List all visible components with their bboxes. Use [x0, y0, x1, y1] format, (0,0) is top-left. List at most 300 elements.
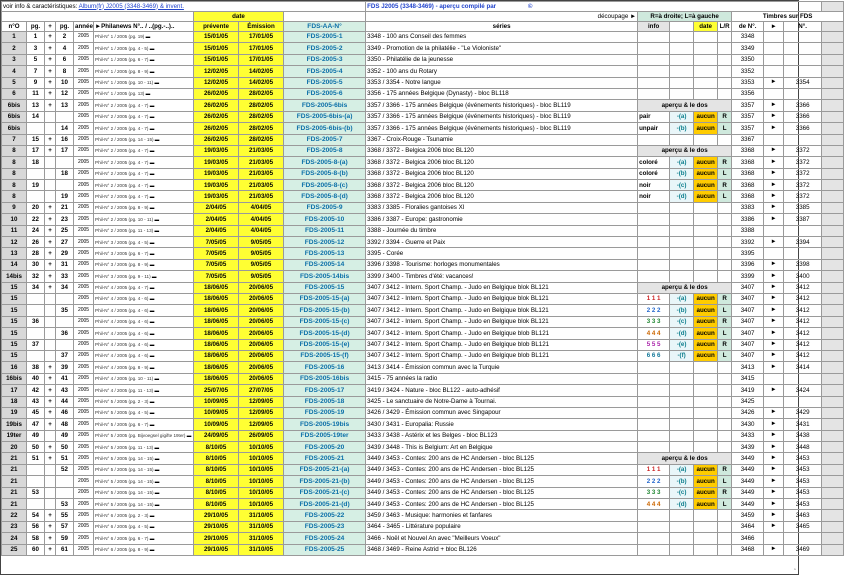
row-variant-code — [670, 533, 694, 544]
row-fds-code[interactable]: FDS-2005-19ter — [284, 430, 366, 441]
row-page2: 25 — [56, 225, 74, 236]
table-row — [2, 180, 844, 191]
row-fds-code[interactable]: FDS-2005-8 — [284, 145, 366, 156]
row-fds-code[interactable]: FDS-2005-12 — [284, 237, 366, 248]
philanews-ref[interactable]: Phil-N° 3 / 2005 (pg. 8 - 9) — [95, 262, 149, 268]
row-prevente: 26/02/05 — [194, 134, 239, 145]
row-date-status — [694, 202, 718, 213]
row-fds-code[interactable]: FDS-2005-1 — [284, 32, 366, 43]
apercu-dos-link[interactable]: aperçu & le dos — [638, 100, 732, 111]
row-year: 2005 — [74, 145, 94, 156]
row-stamp-from: 3468 — [732, 544, 764, 555]
philanews-ref[interactable]: Phil-N° 6 / 2005 (pg. 8 - 9) — [95, 547, 149, 553]
row-arrow-icon: ► — [764, 77, 784, 88]
row-arrow-icon: ► — [764, 214, 784, 225]
row-year: 2005 — [74, 316, 94, 327]
row-page — [27, 464, 45, 475]
philanews-ref[interactable]: Phil-N° 5 / 2005 (pg. 11 - 13) — [95, 444, 154, 450]
row-fds-code[interactable]: FDS-2005-4 — [284, 66, 366, 77]
dash-arrow-icon: ▬ — [148, 410, 155, 416]
philanews-ref[interactable]: Phil-N° 5 / 2005 (pg. 14 - 15) — [95, 467, 154, 473]
row-fds-code[interactable]: FDS-2005-24 — [284, 533, 366, 544]
row-side — [718, 407, 732, 418]
row-fds-code[interactable]: FDS-2005-17 — [284, 385, 366, 396]
dash-arrow-icon: ▬ — [148, 421, 155, 427]
row-stamp-to — [784, 533, 822, 544]
row-series: 3353 / 3354 - Notre langue — [366, 77, 638, 88]
row-page2: 21 — [56, 202, 74, 213]
row-side — [718, 237, 732, 248]
philanews-ref[interactable]: Phil-N° 4 / 2005 (pg. 4 - 7) — [95, 285, 149, 291]
row-series: 3468 / 3469 - Reine Astrid + bloc BL126 — [366, 544, 638, 555]
row-page: 43 — [27, 396, 45, 407]
row-philanews — [94, 77, 194, 88]
row-page2: 52 — [56, 464, 74, 475]
row-prevente: 26/02/05 — [194, 100, 239, 111]
row-year: 2005 — [74, 271, 94, 282]
row-variant — [638, 54, 670, 65]
row-plus — [45, 191, 56, 202]
row-prevente: 10/09/05 — [194, 396, 239, 407]
table-row — [2, 66, 844, 77]
row-prevente: 10/09/05 — [194, 419, 239, 430]
row-prevente: 8/10/05 — [194, 442, 239, 453]
row-plus: + — [45, 533, 56, 544]
row-page: 56 — [27, 521, 45, 532]
row-arrow-icon — [764, 134, 784, 145]
row-arrow-icon: ► — [764, 168, 784, 179]
row-stamp-from: 3459 — [732, 510, 764, 521]
row-variant — [638, 248, 670, 259]
row-no: 21 — [2, 487, 27, 498]
row-no: 19bis — [2, 419, 27, 430]
row-fds-code[interactable]: FDS-2005-3 — [284, 54, 366, 65]
row-plus — [45, 157, 56, 168]
row-page2: 57 — [56, 521, 74, 532]
philanews-ref[interactable]: Phil-N° 2 / 2005 (pg. 14 - 15) — [95, 137, 154, 142]
table-row — [2, 533, 844, 544]
row-emission: 12/09/05 — [239, 419, 284, 430]
row-side — [718, 521, 732, 532]
philanews-ref[interactable]: Phil-N° 2 / 2005 (pg. 4 - 7) — [95, 148, 149, 154]
philanews-ref[interactable]: Phil-N° 4 / 2005 (pg. 4 - 6) — [95, 307, 149, 313]
row-page — [27, 328, 45, 339]
row-variant — [638, 533, 670, 544]
row-date-status — [694, 385, 718, 396]
row-series: 3413 / 3414 - Émission commun avec la Turquie — [366, 362, 638, 373]
table-row — [2, 259, 844, 270]
row-page2: 4 — [56, 43, 74, 54]
philanews-ref[interactable]: Phil-N° 5 / 2005 (pg. 14 - 15) — [95, 478, 154, 484]
row-series: 3392 / 3394 - Guerre et Paix — [366, 237, 638, 248]
row-page2: 41 — [56, 373, 74, 384]
row-fds-code[interactable]: FDS-2005-15-(b) — [284, 305, 366, 316]
philanews-ref[interactable]: Phil-N° 6 / 2005 (pg. 6 - 7) — [95, 535, 149, 541]
row-stamp-from: 3439 — [732, 442, 764, 453]
row-year: 2005 — [74, 293, 94, 304]
row-variant-code — [670, 66, 694, 77]
row-plus: + — [45, 396, 56, 407]
row-side — [718, 66, 732, 77]
row-prevente: 7/05/05 — [194, 271, 239, 282]
row-page: 3 — [27, 43, 45, 54]
row-fds-code[interactable]: FDS-2005-15 — [284, 282, 366, 293]
row-philanews — [94, 248, 194, 259]
row-fds-code[interactable]: FDS-2005-22 — [284, 510, 366, 521]
row-plus: + — [45, 248, 56, 259]
row-fds-code[interactable]: FDS-2005-6bis — [284, 100, 366, 111]
row-page: 58 — [27, 533, 45, 544]
row-fds-code[interactable]: FDS-2005-21-(b) — [284, 476, 366, 487]
row-page: 49 — [27, 430, 45, 441]
row-side — [718, 544, 732, 555]
philanews-ref[interactable]: Phil-N° 5 / 2005 (pg. 14 - 15) — [95, 490, 154, 496]
row-fds-code[interactable]: FDS-2005-8-(c) — [284, 180, 366, 191]
row-arrow-icon — [764, 225, 784, 236]
row-fds-code[interactable]: FDS-2005-15-(d) — [284, 328, 366, 339]
dash-arrow-icon: ▬ — [148, 171, 155, 177]
row-stamp-to: 3424 — [784, 385, 822, 396]
row-fds-code[interactable]: FDS-2005-8-(b) — [284, 168, 366, 179]
row-year: 2005 — [74, 430, 94, 441]
row-variant — [638, 43, 670, 54]
row-fds-code[interactable]: FDS-2005-6 — [284, 88, 366, 99]
row-emission: 20/06/05 — [239, 316, 284, 327]
row-fds-code[interactable]: FDS-2005-18 — [284, 396, 366, 407]
row-fds-code[interactable]: FDS-2005-7 — [284, 134, 366, 145]
header-row-1 — [2, 2, 844, 12]
row-page2: 17 — [56, 145, 74, 156]
row-fds-code[interactable]: FDS-2005-2 — [284, 43, 366, 54]
row-fds-code[interactable]: FDS-2005-25 — [284, 544, 366, 555]
row-fds-code[interactable]: FDS-2005-15-(e) — [284, 339, 366, 350]
row-plus — [45, 476, 56, 487]
album-link[interactable]: Album(fr) J2005 (3348-3469) & invent. — [78, 2, 184, 10]
table-row — [2, 339, 844, 350]
row-page: 34 — [27, 282, 45, 293]
row-fds-code[interactable]: FDS-2005-15-(c) — [284, 316, 366, 327]
row-page2: 10 — [56, 77, 74, 88]
philanews-ref[interactable]: Phil-N° 1 / 2005 (pg. 4 - 5) — [95, 45, 149, 51]
col-den: de N°. — [732, 22, 764, 32]
row-side — [718, 248, 732, 259]
row-page2 — [56, 476, 74, 487]
philanews-ref[interactable]: Phil-N° 4 / 2005 (pg. 4 - 6) — [95, 353, 149, 359]
row-fds-code[interactable]: FDS-2005-20 — [284, 442, 366, 453]
row-date-status — [694, 214, 718, 225]
row-year: 2005 — [74, 100, 94, 111]
sheet-title-text: FDS J2005 (3348-3469) - aperçu compilé par — [367, 2, 497, 10]
philanews-ref[interactable]: Phil-N° 2 / 2005 (pg. 4 - 7) — [95, 125, 149, 131]
row-variant-code — [670, 54, 694, 65]
dash-arrow-icon: ▬ — [148, 193, 155, 199]
row-variant — [638, 362, 670, 373]
row-philanews — [94, 157, 194, 168]
row-plus — [45, 339, 56, 350]
row-side: R — [718, 157, 732, 168]
row-page2: 43 — [56, 385, 74, 396]
philanews-ref[interactable]: Phil-N° 2 / 2005 (pg. 4 - 7) — [95, 102, 149, 108]
philanews-ref[interactable]: Phil-N° 4 / 2005 (pg. 4 - 6) — [95, 296, 149, 302]
row-emission: 10/10/05 — [239, 476, 284, 487]
row-page: 18 — [27, 157, 45, 168]
row-arrow-icon: ► — [764, 521, 784, 532]
row-no: 19ter — [2, 430, 27, 441]
dash-arrow-icon: ▬ — [153, 490, 160, 496]
row-emission: 10/10/05 — [239, 487, 284, 498]
row-plus: + — [45, 510, 56, 521]
row-no: 4 — [2, 66, 27, 77]
row-stamp-to: 3431 — [784, 419, 822, 430]
philanews-ref[interactable]: Phil-N° 3 / 2005 (pg. 4 - 5) — [95, 239, 149, 245]
date-header: date — [194, 12, 284, 22]
philanews-ref[interactable]: Phil-N° 1 / 2005 (pg. 19) — [95, 34, 145, 40]
row-date-status — [694, 248, 718, 259]
row-page2: 18 — [56, 168, 74, 179]
row-arrow-icon: ► — [764, 453, 784, 464]
row-page: 60 — [27, 544, 45, 555]
row-end — [822, 225, 844, 236]
apercu-dos-link[interactable]: aperçu & le dos — [638, 145, 732, 156]
philanews-ref[interactable]: Phil-N° 5 / 2005 (pg. 14 - 15) — [95, 501, 154, 507]
row-date-status: aucun — [694, 168, 718, 179]
philanews-ref[interactable]: Phil-N° 5 / 2005 (pg. 6 - 7) — [95, 421, 149, 427]
row-page: 36 — [27, 316, 45, 327]
row-emission: 31/10/05 — [239, 544, 284, 555]
row-page2: 6 — [56, 54, 74, 65]
row-arrow-icon: ► — [764, 362, 784, 373]
row-fds-code[interactable]: FDS-2005-8-(a) — [284, 157, 366, 168]
row-fds-code[interactable]: FDS-2005-19 — [284, 407, 366, 418]
row-end — [822, 77, 844, 88]
row-plus: + — [45, 237, 56, 248]
table-row — [2, 442, 844, 453]
row-emission: 9/05/05 — [239, 237, 284, 248]
row-fds-code[interactable]: FDS-2005-6bis-(a) — [284, 111, 366, 122]
row-philanews — [94, 32, 194, 43]
row-arrow-icon — [764, 32, 784, 43]
dash-arrow-icon: ▬ — [153, 455, 160, 461]
philanews-ref[interactable]: Phil-N° 4 / 2005 (pg. 8 - 9) — [95, 364, 149, 370]
row-side: R — [718, 464, 732, 475]
row-side — [718, 134, 732, 145]
row-fds-code[interactable]: FDS-2005-15-(f) — [284, 350, 366, 361]
row-page: 53 — [27, 487, 45, 498]
row-fds-code[interactable]: FDS-2005-6bis-(b) — [284, 123, 366, 134]
row-no: 15 — [2, 293, 27, 304]
row-no: 18 — [2, 396, 27, 407]
row-fds-code[interactable]: FDS-2005-21-(a) — [284, 464, 366, 475]
row-variant-code — [670, 32, 694, 43]
philanews-ref[interactable]: Phil-N° 1 / 2005 (pg. 8 - 9) — [95, 68, 149, 74]
row-philanews — [94, 419, 194, 430]
dash-arrow-icon: ▬ — [148, 512, 155, 518]
row-prevente: 8/10/05 — [194, 476, 239, 487]
row-date-status: aucun — [694, 157, 718, 168]
row-fds-code[interactable]: FDS-2005-16 — [284, 362, 366, 373]
row-stamp-to: 3400 — [784, 271, 822, 282]
row-variant-code — [670, 77, 694, 88]
row-prevente: 29/10/05 — [194, 544, 239, 555]
row-arrow-icon: ► — [764, 499, 784, 510]
row-date-status — [694, 259, 718, 270]
row-emission: 20/06/05 — [239, 373, 284, 384]
row-fds-code[interactable]: FDS-2005-8-(d) — [284, 191, 366, 202]
philanews-ref[interactable]: Phil-N° 2 / 2005 (pg. 4 - 7) — [95, 182, 149, 188]
dash-arrow-icon: ▬ — [148, 285, 155, 291]
row-page: 26 — [27, 237, 45, 248]
row-fds-code[interactable]: FDS-2005-13 — [284, 248, 366, 259]
row-no: 15 — [2, 339, 27, 350]
philanews-ref[interactable]: Phil-N° 2 / 2005 (pg. 4 - 7) — [95, 193, 149, 199]
row-fds-code[interactable]: FDS-2005-21 — [284, 453, 366, 464]
row-philanews — [94, 305, 194, 316]
row-fds-code[interactable]: FDS-2005-19bis — [284, 419, 366, 430]
row-fds-code[interactable]: FDS-2005-9 — [284, 202, 366, 213]
row-page2 — [56, 293, 74, 304]
row-prevente: 29/10/05 — [194, 533, 239, 544]
row-side — [718, 533, 732, 544]
row-arrow-icon: ► — [764, 191, 784, 202]
apercu-dos-link[interactable]: aperçu & le dos — [638, 282, 732, 293]
row-stamp-from: 3368 — [732, 145, 764, 156]
philanews-ref[interactable]: Phil-N° 4 / 2005 (pg. 4 - 6) — [95, 319, 149, 325]
row-prevente: 26/02/05 — [194, 111, 239, 122]
philanews-ref[interactable]: Phil-N° 5 / 2005 (pg. 4 - 5) — [95, 410, 149, 416]
row-date-status: aucun — [694, 316, 718, 327]
philanews-ref[interactable]: Phil-N° 4 / 2005 (pg. 10 - 11) — [95, 376, 154, 382]
row-no: 8 — [2, 191, 27, 202]
row-variant-code — [670, 407, 694, 418]
philanews-ref[interactable]: Phil-N° 5 / 2005 (pg. 14 - 15) — [95, 455, 154, 461]
row-fds-code[interactable]: FDS-2005-14bis — [284, 271, 366, 282]
philanews-ref[interactable]: Phil-N° 3 / 2005 (pg. 6 - 7) — [95, 250, 149, 256]
row-philanews — [94, 225, 194, 236]
row-no: 22 — [2, 510, 27, 521]
philanews-ref[interactable]: Phil-N° 3 / 2005 (pg. 9 - 11) — [95, 273, 151, 279]
row-no: 23 — [2, 521, 27, 532]
row-variant — [638, 32, 670, 43]
philanews-ref[interactable]: Phil-N° 5 / 2005 (pg. 2 - 3) — [95, 398, 149, 404]
philanews-ref[interactable]: Phil-N° 1 / 2005 (pg. 6 - 7) — [95, 57, 149, 63]
row-philanews — [94, 464, 194, 475]
row-year: 2005 — [74, 407, 94, 418]
row-fds-code[interactable]: FDS-2005-10 — [284, 214, 366, 225]
philanews-ref[interactable]: Phil-N° 5 / 2005 (pg. Bijvoegsel gigifte 19ter) — [95, 433, 186, 439]
row-no: 15 — [2, 350, 27, 361]
row-stamp-from: 3383 — [732, 202, 764, 213]
philanews-ref[interactable]: Phil-N° 2 / 2005 (pg. 4 - 7) — [95, 171, 149, 177]
row-page: 40 — [27, 373, 45, 384]
row-fds-code[interactable]: FDS-2005-5 — [284, 77, 366, 88]
row-series: 3357 / 3366 - 175 années Belgique (événements historiques) - bloc BL119 — [366, 123, 638, 134]
philanews-ref[interactable]: Phil-N° 2 / 2005 (pg. 8 - 9) — [95, 205, 149, 211]
table-row — [2, 396, 844, 407]
row-date-status: aucun — [694, 328, 718, 339]
row-philanews — [94, 373, 194, 384]
row-date-status — [694, 544, 718, 555]
philanews-ref[interactable]: Phil-N° 4 / 2005 (pg. 4 - 6) — [95, 342, 149, 348]
row-variant: 2 2 2 — [638, 305, 670, 316]
table-row — [2, 385, 844, 396]
row-fds-code[interactable]: FDS-2005-21-(d) — [284, 499, 366, 510]
row-date-status: aucun — [694, 464, 718, 475]
row-stamp-to: 3372 — [784, 145, 822, 156]
row-stamp-from: 3407 — [732, 328, 764, 339]
philanews-ref[interactable]: Phil-N° 2 / 2005 (pg. 4 - 7) — [95, 114, 149, 120]
row-emission: 28/02/05 — [239, 88, 284, 99]
row-date-status — [694, 77, 718, 88]
row-arrow-icon: ► — [764, 476, 784, 487]
philanews-ref[interactable]: Phil-N° 2 / 2005 (pg. 11 - 13) — [95, 228, 154, 234]
row-no: 16 — [2, 362, 27, 373]
row-no: 6 — [2, 88, 27, 99]
row-series: 3368 / 3372 - Belgica 2006 bloc BL120 — [366, 145, 638, 156]
row-year: 2005 — [74, 373, 94, 384]
row-side — [718, 510, 732, 521]
row-date-status: aucun — [694, 476, 718, 487]
philanews-ref[interactable]: Phil-N° 1 / 2005 (pg. 13) — [95, 91, 145, 97]
row-fds-code[interactable]: FDS-2005-23 — [284, 521, 366, 532]
row-date-status — [694, 54, 718, 65]
row-series: 3466 - Noël et Nouvel An avec "Meilleurs Voeux" — [366, 533, 638, 544]
philanews-ref[interactable]: Phil-N° 6 / 2005 (pg. 2 - 3) — [95, 512, 149, 518]
row-variant: unpair — [638, 123, 670, 134]
philanews-ref[interactable]: Phil-N° 2 / 2005 (pg. 10 - 11) — [95, 216, 154, 222]
row-end — [822, 521, 844, 532]
philanews-ref[interactable]: Phil-N° 4 / 2005 (pg. 4 - 6) — [95, 330, 149, 336]
row-side — [718, 54, 732, 65]
row-side — [718, 442, 732, 453]
row-page2: 13 — [56, 100, 74, 111]
philanews-ref[interactable]: Phil-N° 1 / 2005 (pg. 10 - 11) — [95, 80, 154, 86]
row-fds-code[interactable]: FDS-2005-14 — [284, 259, 366, 270]
row-prevente: 15/01/05 — [194, 43, 239, 54]
row-end — [822, 533, 844, 544]
row-fds-code[interactable]: FDS-2005-15-(a) — [284, 293, 366, 304]
row-no: 3 — [2, 54, 27, 65]
row-year: 2005 — [74, 88, 94, 99]
row-arrow-icon — [764, 533, 784, 544]
row-year: 2005 — [74, 362, 94, 373]
row-arrow-icon: ► — [764, 145, 784, 156]
table-row — [2, 202, 844, 213]
row-variant: 3 3 3 — [638, 487, 670, 498]
philanews-ref[interactable]: Phil-N° 4 / 2005 (pg. 11 - 13) — [95, 387, 154, 393]
row-series: 3407 / 3412 - Intern. Sport Champ. - Judo en Belgique blob BL121 — [366, 350, 638, 361]
row-arrow-icon: ► — [764, 237, 784, 248]
row-series: 3459 / 3463 - Musique: harmonies et fanfares — [366, 510, 638, 521]
row-stamp-from: 3368 — [732, 168, 764, 179]
col-lr: L/R — [718, 22, 732, 32]
row-fds-code[interactable]: FDS-2005-11 — [284, 225, 366, 236]
row-stamp-to — [784, 134, 822, 145]
row-year: 2005 — [74, 237, 94, 248]
philanews-ref[interactable]: Phil-N° 2 / 2005 (pg. 4 - 7) — [95, 159, 149, 165]
apercu-dos-link[interactable]: aperçu & le dos — [638, 453, 732, 464]
row-stamp-from: 3368 — [732, 191, 764, 202]
row-stamp-from: 3368 — [732, 157, 764, 168]
timbres-header: Timbres sur FDS — [732, 12, 844, 22]
row-page: 17 — [27, 145, 45, 156]
row-prevente: 19/03/05 — [194, 191, 239, 202]
row-stamp-from: 3407 — [732, 305, 764, 316]
philanews-ref[interactable]: Phil-N° 6 / 2005 (pg. 4 - 5) — [95, 524, 149, 530]
row-fds-code[interactable]: FDS-2005-16bis — [284, 373, 366, 384]
row-fds-code[interactable]: FDS-2005-21-(c) — [284, 487, 366, 498]
copyright-mark: © — [527, 2, 533, 10]
row-stamp-from: 3357 — [732, 111, 764, 122]
